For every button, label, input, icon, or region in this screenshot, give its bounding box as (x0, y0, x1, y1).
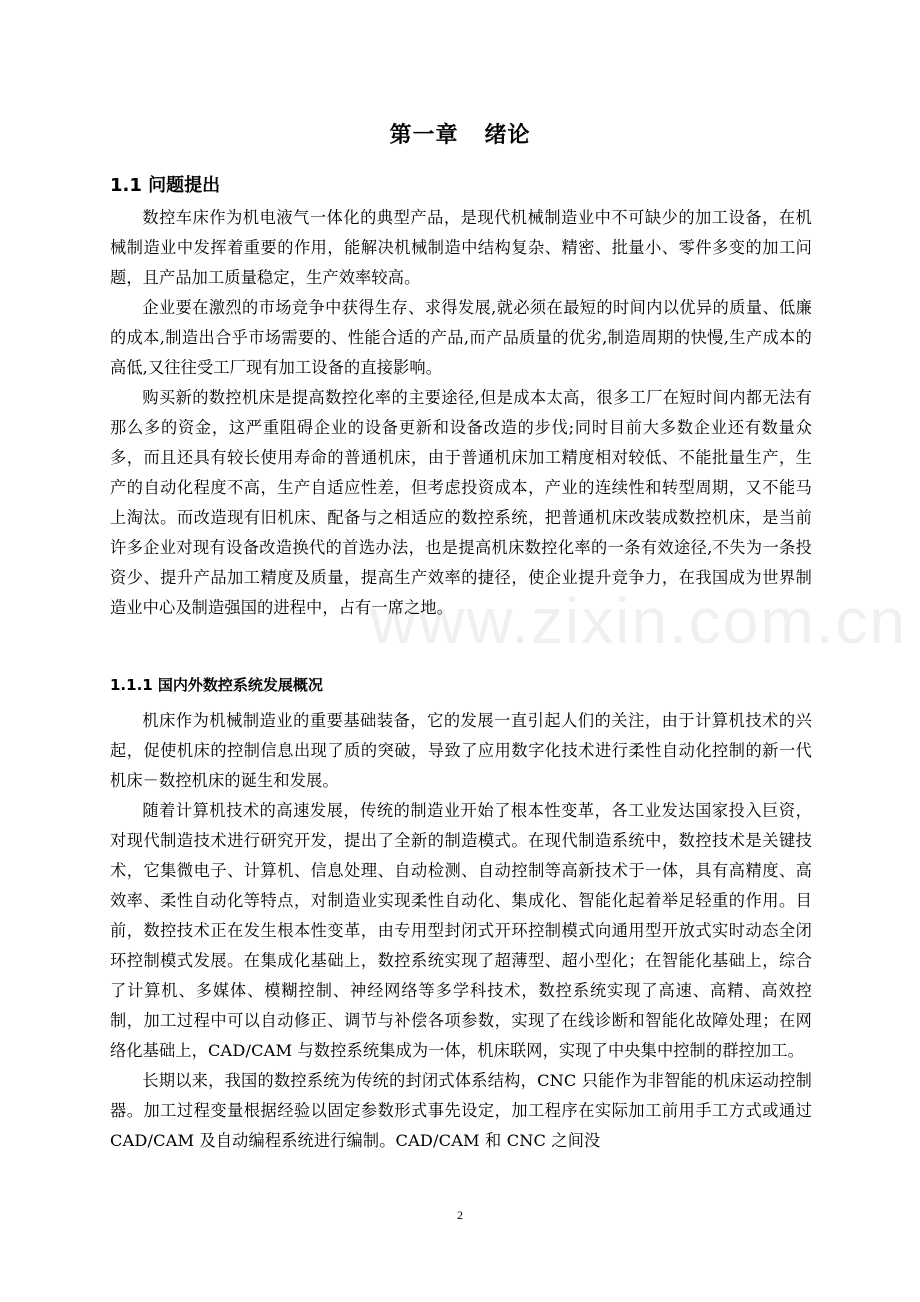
paragraph: 购买新的数控机床是提高数控化率的主要途径,但是成本太高，很多工厂在短时间内都无法有那么多的资金，这严重阻碍企业的设备更新和设备改造的步伐;同时目前大多数企业还有数量众多，而且还具有较长使用寿命的普通机床，由于普通机床加工精度相对较低、不能批量生产，生产的自动化程度不高，生产自适应性差，但考虑投资成本，产业的连续性和转型周期，又不能马上淘汰。而改造现有旧机床、配备与之相适应的数控系统，把普通机床改装成数控机床，是当前许多企业对现有设备改造换代的首选办法，也是提高机床数控化率的一条有效途径,不失为一条投资少、提升产品加工精度及质量，提高生产效率的捷径，使企业提升竞争力，在我国成为世界制造业中心及制造强国的进程中，占有一席之地。 (110, 388, 812, 617)
page-number: 2 (457, 1208, 463, 1222)
paragraph: 企业要在激烈的市场竞争中获得生存、求得发展,就必须在最短的时间内以优异的质量、低廉的成本,制造出合乎市场需要的、性能合适的产品,而产品质量的优劣,制造周期的快慢,生产成本的高低,又往往受工厂现有加工设备的直接影响。 (110, 298, 812, 377)
subsection-body (110, 706, 812, 1156)
chapter-title (0, 118, 920, 149)
paragraph: 长期以来，我国的数控系统为传统的封闭式体系结构，CNC 只能作为非智能的机床运动控制器。加工过程变量根据经验以固定参数形式事先设定，加工程序在实际加工前用手工方式或通过 CAD/CAM 及自动编程系统进行编制。CAD/CAM 和 CNC 之间没 (110, 1071, 812, 1150)
paragraph: 数控车床作为机电液气一体化的典型产品，是现代机械制造业中不可缺少的加工设备，在机械制造业中发挥着重要的作用，能解决机械制造中结构复杂、精密、批量小、零件多变的加工问题，且产品加工质量稳定，生产效率较高。 (110, 208, 812, 287)
subsection-title: 1.1.1 国内外数控系统发展概况 (110, 676, 323, 694)
chapter-number: 第一章 (389, 123, 459, 148)
paragraph: 随着计算机技术的高速发展，传统的制造业开始了根本性变革，各工业发达国家投入巨资，对现代制造技术进行研究开发，提出了全新的制造模式。在现代制造系统中，数控技术是关键技术，它集微电子、计算机、信息处理、自动检测、自动控制等高新技术于一体，具有高精度、高效率、柔性自动化等特点，对制造业实现柔性自动化、集成化、智能化起着举足轻重的作用。目前，数控技术正在发生根本性变革，由专用型封闭式开环控制模式向通用型开放式实时动态全闭环控制模式发展。在集成化基础上，数控系统实现了超薄型、超小型化；在智能化基础上，综合了计算机、多媒体、模糊控制、神经网络等多学科技术，数控系统实现了高速、高精、高效控制，加工过程中可以自动修正、调节与补偿各项参数，实现了在线诊断和智能化故障处理；在网络化基础上，CAD/CAM 与数控系统集成为一体，机床联网，实现了中央集中控制的群控加工。 (110, 801, 812, 1060)
watermark: www.zixin.com.cn (370, 585, 907, 657)
paragraph: 机床作为机械制造业的重要基础装备，它的发展一直引起人们的关注，由于计算机技术的兴起，促使机床的控制信息出现了质的突破，导致了应用数字化技术进行柔性自动化控制的新一代机床－数控机床的诞生和发展。 (110, 711, 812, 790)
section-body (110, 203, 812, 623)
section-title: 1.1 问题提出 (110, 175, 221, 196)
chapter-name: 绪论 (484, 123, 531, 148)
